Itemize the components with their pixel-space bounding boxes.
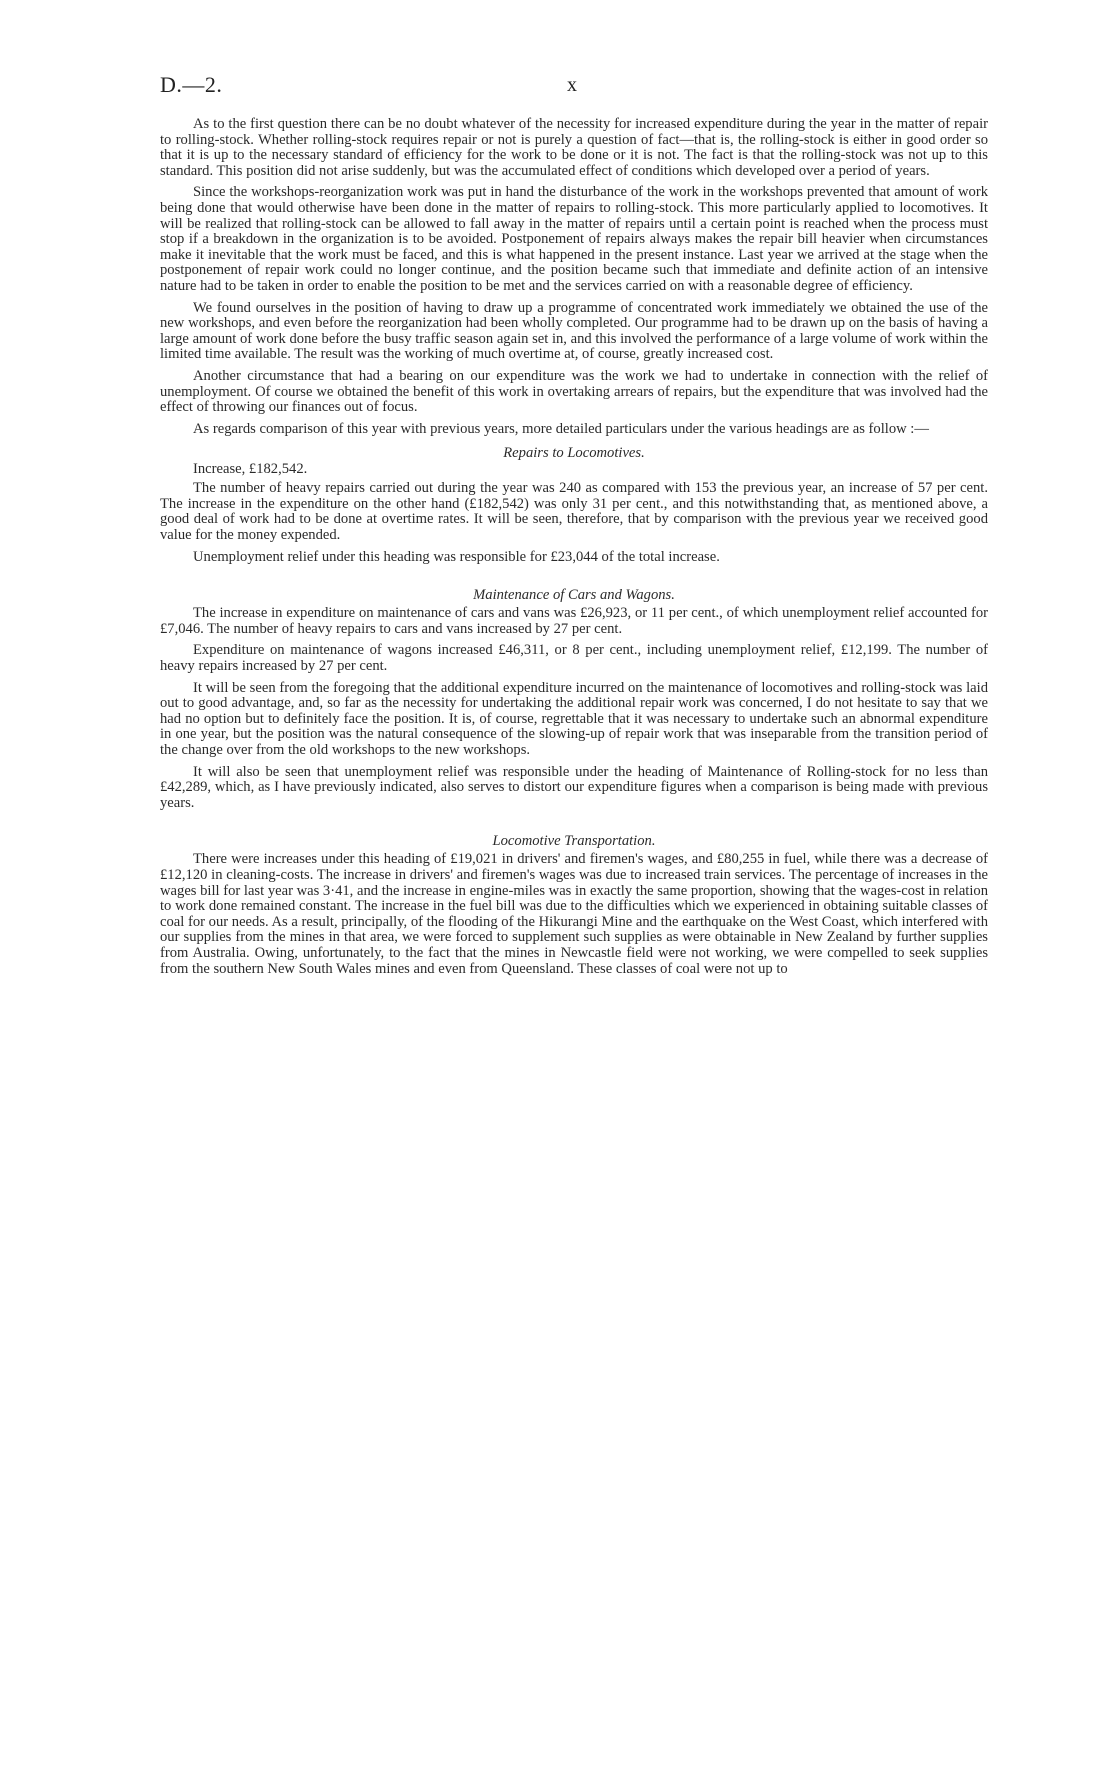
body-text [160,117,988,983]
section-heading-locomotives: Repairs to Locomotives. [503,445,645,462]
section-heading-cars-wagons: Maintenance of Cars and Wagons. [473,587,675,604]
paragraph: The increase in expenditure on maintenance of cars and vans was £26,923, or 11 per cent., of which unemployment relief accounted for £7,046. The number of heavy repairs to cars and vans increased by 27 per cent. [160,605,988,637]
paragraph: Unemployment relief under this heading was responsible for £23,044 of the total increase. [193,548,720,565]
document-reference: D.—2. [160,72,223,97]
paragraph: It will be seen from the foregoing that the additional expenditure incurred on the maintenance of locomotives and rolling-stock was laid out to good advantage, and, so far as the necessity for undertaking the additional repair work was concerned, I do not hesitate to say that we had no option but to definitely face the position. It is, of course, regrettable that it was necessary to undertake such an abnormal expenditure in one year, but the position was the natural consequence of the slowing-up of repair work that was inseparable from the transition period of the change over from the old workshops to the new workshops. [160,679,988,758]
paragraph: As regards comparison of this year with previous years, more detailed particulars under the various headings are as follow :— [193,420,929,437]
section-heading-locomotive-transportation: Locomotive Transportation. [492,833,656,850]
page-number: x [567,74,577,96]
paragraph: Since the workshops-reorganization work was put in hand the disturbance of the work in the workshops prevented that amount of work being done that would otherwise have been done in the matter of repairs to rolling-stock. This more particularly applied to locomotives. It will be realized that rolling-stock can be allowed to fall away in the matter of repairs until a certain point is reached when the process must stop if a breakdown in the organization is to be avoided. Postponement of repairs always makes the repair bill heavier when circumstances make it inevitable that the work must be faced, and this is what happened in the present instance. Last year we arrived at the stage when the postponement of repair work could no longer continue, and the position became such that immediate and definite action of an intensive nature had to be taken in order to enable the position to be met and the services carried on with a reasonable degree of efficiency. [160,184,988,294]
paragraph: Expenditure on maintenance of wagons increased £46,311, or 8 per cent., including unemployment relief, £12,199. The number of heavy repairs increased by 27 per cent. [160,642,988,675]
paragraph: As to the first question there can be no doubt whatever of the necessity for increased expenditure during the year in the matter of repair to rolling-stock. Whether rolling-stock requires repair or not is purely a question of fact—that is, the rolling-stock is either in good order so that it is up to the necessary standard of efficiency for the work to be done or it is not. The fact is that the rolling-stock was not up to this standard. This position did not arise suddenly, but was the accumulated effect of conditions which developed over a period of years. [160,116,988,179]
paragraph: The number of heavy repairs carried out during the year was 240 as compared with 153 the previous year, an increase of 57 per cent. The increase in the expenditure on the other hand (£182,542) was only 31 per cent., and this notwithstanding that, as mentioned above, a good deal of work had to be done at overtime rates. It will be seen, therefore, that by comparison with the previous year we received good value for the money expended. [160,480,988,544]
increase-figure: Increase, £182,542. [193,461,308,478]
paragraph: Another circumstance that had a bearing on our expenditure was the work we had to undertake in connection with the relief of unemployment. Of course we obtained the benefit of this work in overtaking arrears of repairs, but the expenditure that was involved had the effect of throwing our finances out of focus. [160,367,988,416]
paragraph: It will also be seen that unemployment relief was responsible under the heading of Maintenance of Rolling-stock for no less than £42,289, which, as I have previously indicated, also serves to distort our expenditure figures when a comparison is being made with previous years. [160,763,988,811]
paragraph: We found ourselves in the position of having to draw up a programme of concentrated work immediately we obtained the use of the new workshops, and even before the reorganization had been wholly completed. Our programme had to be drawn up on the basis of having a large amount of work done before the busy traffic season again set in, and this involved the performance of a large volume of work within the limited time available. The result was the working of much overtime at, of course, greatly increased cost. [160,299,988,363]
paragraph: There were increases under this heading of £19,021 in drivers' and firemen's wages, and £80,255 in fuel, while there was a decrease of £12,120 in cleaning-costs. The increase in drivers' and firemen's wages was due to increased train services. The percentage of increases in the wages bill for last year was 3·41, and the increase in engine-miles was in exactly the same proportion, showing that the wages-cost in relation to work done remained constant. The increase in the fuel bill was due to the difficulties which we experienced in obtaining suitable classes of coal for our needs. As a result, principally, of the flooding of the Hikurangi Mine and the earthquake on the West Coast, which interfered with our supplies from the mines in that area, we were forced to supplement such supplies as were obtainable in New Zealand by further supplies from Australia. Owing, unfortunately, to the fact that the mines in Newcastle field were not working, we were compelled to seek supplies from the southern New South Wales mines and even from Queensland. These classes of coal were not up to [160,851,988,977]
